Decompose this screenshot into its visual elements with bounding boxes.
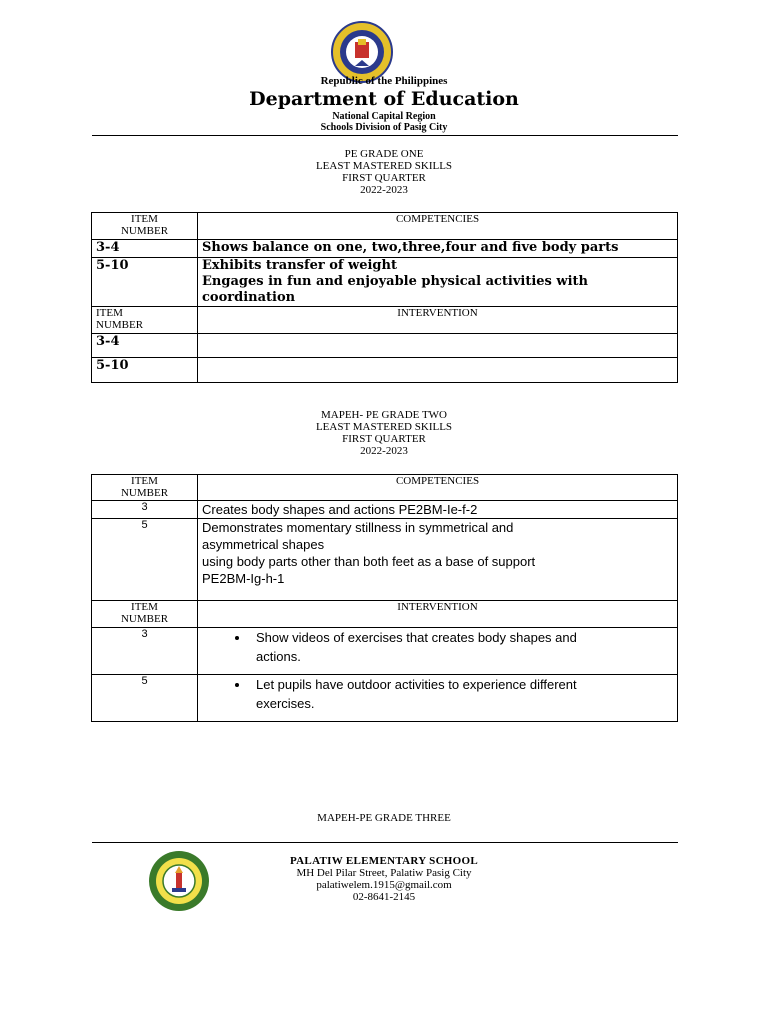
competency-text (198, 519, 678, 601)
competency-line: Engages in fun and enjoyable physical activities with (202, 274, 588, 289)
competency-line: coordination (202, 290, 296, 305)
list-item (250, 628, 673, 666)
division-heading: Schools Division of Pasig City (320, 122, 448, 133)
intervention-text (198, 675, 678, 722)
table-row (92, 675, 678, 722)
item-number: 3 (92, 501, 198, 519)
section2-title-line: FIRST QUARTER (342, 433, 426, 445)
header-text: NUMBER (120, 225, 169, 237)
intervention-bullet-list (202, 628, 673, 666)
section1-title (0, 148, 768, 196)
table-row (92, 358, 678, 383)
competency-line: Demonstrates momentary stillness in symmetrical and (202, 520, 514, 535)
intervention-header: INTERVENTION (198, 601, 678, 628)
item-number: 3 (92, 628, 198, 675)
footer-divider (92, 842, 678, 843)
section1-title-line: 2022-2023 (360, 184, 408, 196)
section2-title-line: 2022-2023 (360, 445, 408, 457)
intervention-text (198, 358, 678, 383)
intervention-text (198, 628, 678, 675)
table-header-row (92, 475, 678, 501)
section1-title-line: LEAST MASTERED SKILLS (315, 160, 453, 172)
section1-title-line: FIRST QUARTER (342, 172, 426, 184)
item-number-header (92, 213, 198, 240)
table-header-row (92, 601, 678, 628)
table-header-row (92, 307, 678, 334)
section2-title-line: MAPEH- PE GRADE TWO (321, 409, 447, 421)
item-number: 5-10 (92, 358, 198, 383)
grade-two-table (91, 474, 678, 722)
header-text: ITEM (96, 307, 123, 319)
competency-line: asymmetrical shapes (202, 537, 325, 552)
school-phone: 02-8641-2145 (352, 891, 416, 903)
section1-title-line: PE GRADE ONE (344, 148, 424, 160)
intervention-header: INTERVENTION (198, 307, 678, 334)
item-number: 5 (92, 675, 198, 722)
header-divider (92, 135, 678, 136)
item-number-header (92, 475, 198, 501)
competencies-header: COMPETENCIES (198, 213, 678, 240)
table-row (92, 519, 678, 601)
section2-title-line: LEAST MASTERED SKILLS (315, 421, 453, 433)
department-heading: Department of Education (249, 88, 519, 110)
school-email: palatiwelem.1915@gmail.com (316, 879, 452, 891)
intervention-line: Show videos of exercises that creates body shapes and (256, 630, 577, 645)
header-text: ITEM (131, 475, 158, 487)
item-number: 3-4 (92, 334, 198, 358)
intervention-bullet-list (202, 675, 673, 713)
section3-title: MAPEH-PE GRADE THREE (317, 812, 451, 824)
competency-text (198, 258, 678, 307)
table-row (92, 501, 678, 519)
item-number: 5-10 (92, 258, 198, 307)
region-heading: National Capital Region (332, 111, 436, 122)
competency-text: Shows balance on one, two,three,four and five body parts (198, 240, 678, 258)
competency-line: using body parts other than both feet as a base of support (202, 554, 536, 569)
table-row (92, 628, 678, 675)
competencies-header: COMPETENCIES (198, 475, 678, 501)
header-text: ITEM (131, 601, 158, 613)
header-text: ITEM (131, 213, 158, 225)
header-text: NUMBER (120, 487, 169, 499)
table-row (92, 334, 678, 358)
intervention-line: actions. (256, 649, 301, 664)
list-item (250, 675, 673, 713)
school-name: PALATIW ELEMENTARY SCHOOL (289, 855, 479, 867)
header-text: NUMBER (120, 613, 169, 625)
intervention-text (198, 334, 678, 358)
item-number: 3-4 (92, 240, 198, 258)
section2-title (0, 409, 768, 457)
competency-text: Creates body shapes and actions PE2BM-Ie-f-2 (198, 501, 678, 519)
table-row (92, 258, 678, 307)
table-row (92, 240, 678, 258)
item-number: 5 (92, 519, 198, 601)
grade-one-table (91, 212, 678, 383)
footer-info (0, 855, 768, 903)
school-address: MH Del Pilar Street, Palatiw Pasig City (296, 867, 472, 879)
item-number-header (92, 601, 198, 628)
header-text: NUMBER (96, 319, 144, 331)
competency-line: PE2BM-Ig-h-1 (202, 571, 285, 586)
intervention-line: Let pupils have outdoor activities to experience different (256, 677, 577, 692)
item-number-header (92, 307, 198, 334)
intervention-line: exercises. (256, 696, 315, 711)
table-header-row (92, 213, 678, 240)
republic-heading: Republic of the Philippines (320, 75, 448, 87)
competency-line: Exhibits transfer of weight (202, 258, 397, 273)
